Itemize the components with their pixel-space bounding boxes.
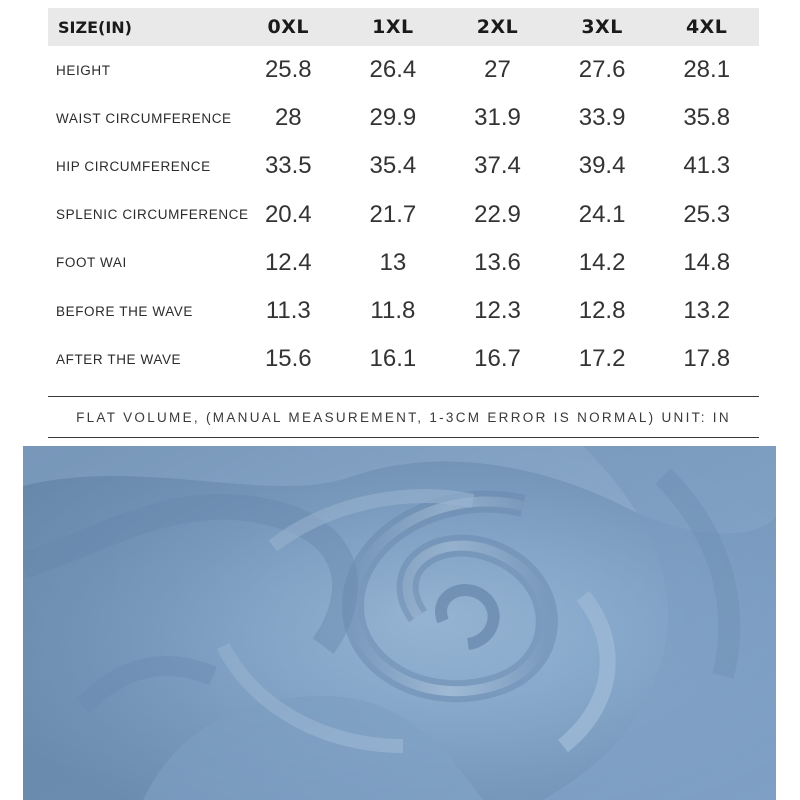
measurement-note: FLAT VOLUME, (MANUAL MEASUREMENT, 1-3CM ERROR IS NORMAL) UNIT: IN — [48, 396, 759, 438]
size-header: 1XL — [372, 16, 414, 38]
size-header: 0XL — [267, 16, 310, 38]
table-cell: 13 — [379, 248, 407, 276]
table-cell: 37.4 — [474, 152, 521, 180]
size-header: 4XL — [685, 16, 728, 38]
table-cell: 13.2 — [683, 297, 731, 325]
table-row — [48, 142, 759, 190]
table-cell: 24.1 — [578, 200, 626, 228]
table-cell: 28.1 — [683, 56, 731, 84]
table-cell: 16.7 — [474, 345, 521, 373]
table-cell: 21.7 — [369, 200, 417, 228]
table-cell: 17.2 — [578, 345, 626, 373]
table-cell: 39.4 — [578, 152, 626, 180]
size-header: 3XL — [581, 16, 623, 38]
table-cell: 29.9 — [369, 104, 417, 132]
table-cell: 31.9 — [474, 104, 521, 132]
table-cell: 20.4 — [264, 200, 312, 228]
table-cell: 35.4 — [369, 152, 417, 180]
row-label: AFTER THE WAVE — [56, 351, 182, 367]
fabric-swirl-illustration — [23, 446, 776, 800]
table-cell: 16.1 — [369, 345, 417, 373]
table-row — [48, 46, 759, 94]
table-cell: 12.8 — [578, 297, 626, 325]
size-header-row — [48, 8, 759, 46]
table-cell: 25.3 — [683, 200, 731, 228]
row-label: BEFORE THE WAVE — [56, 303, 194, 319]
table-row — [48, 191, 759, 239]
table-cell: 15.6 — [264, 345, 312, 373]
table-cell: 33.9 — [578, 104, 626, 132]
table-cell: 27 — [484, 56, 511, 84]
table-cell: 14.2 — [578, 248, 626, 276]
table-cell: 26.4 — [369, 56, 417, 84]
row-label: HIP CIRCUMFERENCE — [56, 158, 211, 174]
row-label: FOOT WAI — [56, 255, 127, 271]
table-cell: 17.8 — [683, 345, 731, 373]
row-label: SPLENIC CIRCUMFERENCE — [56, 207, 249, 223]
table-cell: 41.3 — [683, 152, 731, 180]
table-cell: 22.9 — [474, 200, 521, 228]
row-label: HEIGHT — [56, 62, 111, 78]
size-chart — [48, 8, 759, 383]
table-row — [48, 94, 759, 142]
table-cell: 35.8 — [683, 104, 731, 132]
table-cell: 11.8 — [370, 297, 416, 325]
table-row — [48, 287, 759, 335]
table-row — [48, 239, 759, 287]
table-cell: 12.3 — [474, 297, 521, 325]
table-cell: 11.3 — [265, 297, 311, 325]
size-header: 2XL — [476, 16, 519, 38]
fabric-photo — [23, 446, 776, 800]
table-cell: 25.8 — [264, 56, 312, 84]
size-table — [48, 8, 759, 383]
table-cell: 14.8 — [683, 248, 731, 276]
table-cell: 28 — [274, 104, 302, 132]
table-cell: 33.5 — [264, 152, 312, 180]
corner-label: SIZE(IN) — [58, 17, 132, 37]
row-label: WAIST CIRCUMFERENCE — [56, 110, 232, 126]
table-cell: 12.4 — [264, 248, 312, 276]
table-row — [48, 335, 759, 383]
table-cell: 27.6 — [578, 56, 626, 84]
table-cell: 13.6 — [474, 248, 521, 276]
